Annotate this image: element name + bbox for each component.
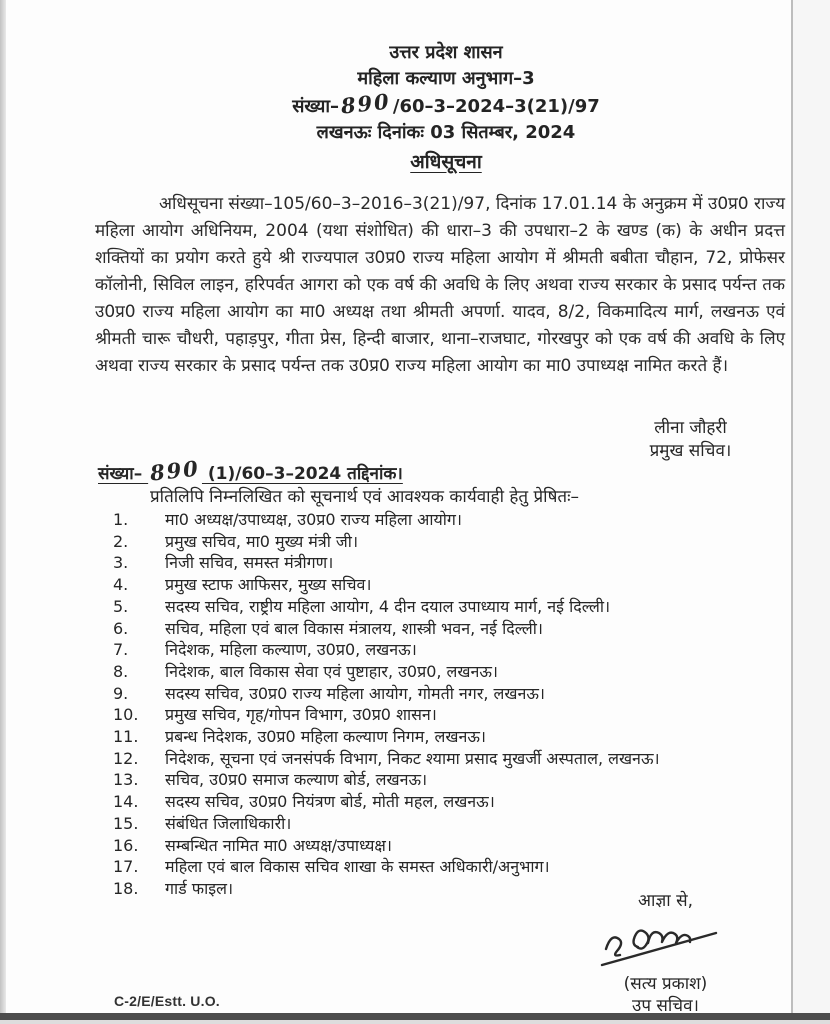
list-item-number: 4. [113, 575, 129, 595]
closing-block [578, 888, 753, 1017]
list-item-text: सदस्य सचिव, उ0प्र0 राज्य महिला आयोग, गोमती नगर, लखनऊ। [165, 683, 545, 703]
copy-ref-handwritten-number: 890 [148, 455, 202, 486]
list-item-number: 10. [113, 705, 139, 725]
list-item-text: निजी सचिव, समस्त मंत्रीगण। [165, 553, 334, 573]
scan-edge-right [791, 0, 830, 1024]
list-item-text: मा0 अध्यक्ष/उपाध्यक्ष, उ0प्र0 राज्य महिला आयोग। [165, 510, 462, 529]
government-name: उत्तर प्रदेश शासन [389, 42, 503, 63]
list-item [113, 683, 778, 705]
list-item-number: 11. [113, 727, 139, 747]
signatory-block-principal-secretary [608, 417, 773, 463]
list-item-text: सदस्य सचिव, राष्ट्रीय महिला आयोग, 4 दीन दयाल उपाध्याय मार्ग, नई दिल्ली। [165, 596, 611, 616]
copy-ref-suffix: (1)/60–3–2024 तद्दिनांक। [201, 464, 403, 484]
list-item-number: 6. [113, 618, 129, 638]
list-item [113, 748, 778, 770]
list-item-number: 18. [113, 878, 139, 898]
signer-title: उप सचिव। [632, 996, 699, 1016]
list-item [113, 531, 778, 553]
list-item-number: 17. [113, 857, 139, 877]
list-item [113, 509, 778, 531]
list-item [113, 639, 778, 661]
list-item-number: 13. [113, 770, 139, 790]
list-item-text: सम्बन्धित नामित मा0 अध्यक्ष/उपाध्यक्ष। [165, 835, 392, 855]
list-item-text: प्रबन्ध निदेशक, उ0प्र0 महिला कल्याण निगम, लखनऊ। [165, 727, 486, 747]
file-reference: C-2/E/Estt. U.O. [114, 993, 220, 1009]
notification-heading: अधिसूचना [410, 151, 482, 173]
list-item-text: निदेशक, महिला कल्याण, उ0प्र0, लखनऊ। [165, 640, 417, 660]
list-item [113, 769, 778, 791]
list-item-text: गार्ड फाइल। [165, 878, 234, 898]
list-item [113, 791, 778, 813]
department-line: महिला कल्याण अनुभाग–3 [357, 68, 535, 89]
list-item [113, 596, 778, 618]
list-item-number: 3. [113, 553, 129, 573]
letterhead [110, 40, 782, 146]
list-item-number: 2. [113, 531, 129, 551]
list-item [113, 552, 778, 574]
signer-name: (सत्य प्रकाश) [623, 974, 708, 994]
reference-number-line [110, 88, 782, 120]
list-item-number: 16. [113, 835, 139, 855]
list-item-number: 14. [113, 792, 139, 812]
copy-intro-line: प्रतिलिपि निम्नलिखित को सूचनार्थ एवं आवश्यक कार्यवाही हेतु प्रेषितः– [150, 487, 580, 507]
list-item [113, 856, 778, 878]
list-item [113, 661, 778, 683]
by-order-text: आज्ञा से, [638, 891, 693, 911]
list-item-text: सचिव, महिला एवं बाल विकास मंत्रालय, शास्त्री भवन, नई दिल्ली। [165, 618, 543, 638]
list-item-number: 15. [113, 813, 139, 833]
list-item-text: निदेशक, सूचना एवं जनसंपर्क विभाग, निकट श्यामा प्रसाद मुखर्जी अस्पताल, लखनऊ। [165, 748, 660, 768]
scan-edge-left [0, 0, 6, 1024]
list-item-text: प्रमुख स्टाफ आफिसर, मुख्य सचिव। [165, 575, 372, 595]
recipients-list [113, 509, 778, 900]
list-item-text: प्रमुख सचिव, गृह/गोपन विभाग, उ0प्र0 शासन। [165, 705, 437, 725]
list-item-number: 1. [113, 510, 129, 529]
list-item-text: निदेशक, बाल विकास सेवा एवं पुष्टाहार, उ0प्र0, लखनऊ। [165, 661, 498, 681]
list-item [113, 704, 778, 726]
list-item [113, 726, 778, 748]
signatory-name: लीना जौहरी [654, 418, 727, 438]
list-item-number: 9. [113, 683, 129, 703]
signature-ink [596, 913, 726, 973]
place-date-line: लखनऊः दिनांकः 03 सितम्बर, 2024 [316, 122, 576, 143]
signature [578, 911, 753, 973]
scan-edge-bottom-under [0, 1020, 830, 1024]
list-item [113, 618, 778, 640]
list-item-text: प्रमुख सचिव, मा0 मुख्य मंत्री जी। [165, 531, 359, 551]
list-item [113, 813, 778, 835]
list-item [113, 574, 778, 596]
ref-suffix: /60–3–2024–3(21)/97 [392, 96, 600, 117]
copy-ref-prefix: संख्या– [98, 464, 149, 484]
list-item-text: सचिव, उ0प्र0 समाज कल्याण बोर्ड, लखनऊ। [165, 770, 428, 790]
ref-prefix: संख्या– [292, 96, 340, 117]
list-item-text: सदस्य सचिव, उ0प्र0 नियंत्रण बोर्ड, मोती महल, लखनऊ। [165, 792, 495, 812]
notification-body: अधिसूचना संख्या–105/60–3–2016–3(21)/97, दिनांक 17.01.14 के अनुक्रम में उ0प्र0 राज्य महिला आयोग अधिनियम, 2004 (यथा संशोधित) की धारा–3 की उपधारा–2 के खण्ड (क) के अधीन प्रदत्त शक्तियों का प्रयोग करते हुये श्री राज्यपाल उ0प्र0 राज्य महिला आयोग में श्रीमती बबीता चौहान, 72, प्रोफेसर कॉलोनी, सिविल लाइन, हरिपर्वत आगरा को एक वर्ष की अवधि के लिए अथवा राज्य सरकार के प्रसाद पर्यन्त तक उ0प्र0 राज्य महिला आयोग का मा0 अध्यक्ष तथा श्रीमती अपर्णा. यादव, 8/2, विकमादित्य मार्ग, लखनऊ एवं श्रीमती चारू चौधरी, पहाड़पुर, गीता प्रेस, हिन्दी बाजार, थाना–राजघाट, गोरखपुर को एक वर्ष की अवधि के लिए अथवा राज्य सरकार के प्रसाद पर्यन्त तक उ0प्र0 राज्य महिला आयोग का मा0 उपाध्यक्ष नामित करते हैं। [95, 194, 785, 376]
list-item [113, 835, 778, 857]
list-item-text: संबंधित जिलाधिकारी। [165, 813, 292, 833]
list-item-number: 12. [113, 748, 139, 768]
copy-reference-line [98, 455, 403, 486]
list-item-text: महिला एवं बाल विकास सचिव शाखा के समस्त अधिकारी/अनुभाग। [165, 857, 550, 877]
list-item-number: 5. [113, 596, 129, 616]
list-item-number: 7. [113, 640, 129, 660]
ref-handwritten-number: 890 [339, 88, 392, 119]
signatory-title: प्रमुख सचिव। [649, 441, 732, 461]
list-item-number: 8. [113, 661, 129, 681]
